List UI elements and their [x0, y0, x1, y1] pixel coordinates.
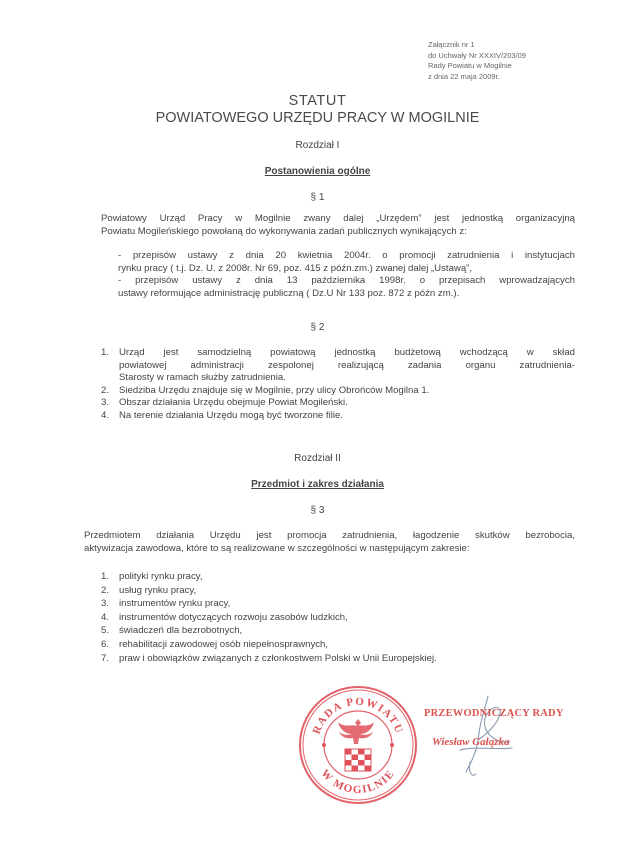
text-line: aktywizacja zawodowa, które to są realizowane w szczególności w następującym zakresie:	[84, 542, 470, 554]
chairman-title: PRZEWODNICZĄCY RADY	[424, 708, 564, 719]
section-mark: § 2	[310, 322, 325, 333]
list-number: 4.	[101, 409, 110, 421]
list-text: świadczeń dla bezrobotnych,	[119, 625, 243, 637]
text-line: ustawy reformujące administrację publiczną ( Dz.U Nr 133 poz. 872 z późn zm.).	[118, 287, 460, 299]
document-subtitle: POWIATOWEGO URZĘDU PRACY W MOGILNIE	[155, 110, 480, 126]
list-number: 1.	[101, 347, 110, 358]
chapter-heading: Rozdział I	[295, 140, 340, 151]
text-line: Starosty w ramach służby zatrudnienia.	[119, 372, 286, 383]
list-text: praw i obowiązków związanych z członkostwem Polski w Unii Europejskiej.	[119, 652, 437, 664]
chairman-name: Wiesław Gałązka	[432, 736, 510, 748]
document-title: STATUT	[288, 93, 347, 109]
list-number: 3.	[101, 598, 110, 610]
list-item	[101, 597, 575, 611]
list-text: usług rynku pracy,	[119, 584, 197, 596]
seal-bottom-text-path: W MOGILNIE	[318, 767, 398, 797]
list-text: instrumentów dotyczących rozwoju zasobów ludzkich,	[119, 611, 348, 623]
list-number: 5.	[101, 625, 110, 637]
list-number: 2.	[101, 584, 110, 596]
list-item	[101, 385, 575, 398]
text-line: - przepisów ustawy z dnia 13 października 1998r. o przepisach wprowadzających	[118, 275, 575, 286]
eagle-emblem-icon	[338, 719, 374, 744]
list-item	[101, 611, 575, 625]
annex-line: Załącznik nr 1	[428, 40, 475, 49]
checkerboard-shield-icon	[345, 749, 371, 771]
list-number: 1.	[101, 571, 110, 582]
annex-line: do Uchwały Nr XXXIV/203/09	[428, 50, 526, 60]
text-line: powiatowej administracji zespolonej realizującą zadania organu zatrudnienia-	[119, 359, 575, 371]
text-line: Na terenie działania Urzędu mogą być tworzone filie.	[119, 409, 343, 421]
paragraph-1-items	[118, 250, 575, 300]
list-item	[101, 584, 575, 598]
list-item	[101, 638, 575, 652]
list-item	[101, 410, 575, 423]
text-line: Powiatu Mogileńskiego powołaną do wykonywania zadań publicznych wynikających z:	[101, 225, 467, 237]
paragraph-3-list	[101, 570, 575, 665]
text-line: Urząd jest samodzielną powiatową jednostką budżetową wchodzącą w skład	[119, 347, 575, 358]
list-text: polityki rynku pracy,	[119, 571, 203, 582]
text-line: - przepisów ustawy z dnia 20 kwietnia 2004r. o promocji zatrudnienia i instytucjach	[118, 250, 575, 261]
list-text: instrumentów rynku pracy,	[119, 598, 231, 610]
list-number: 3.	[101, 397, 110, 408]
seal-top-text-path: RADA POWIATU	[310, 695, 406, 736]
official-seal	[296, 683, 420, 812]
chapter-heading: Rozdział II	[294, 453, 341, 464]
list-number: 6.	[101, 638, 110, 650]
list-item	[101, 570, 575, 584]
annex-line: Rady Powiatu w Mogilnie	[428, 61, 512, 70]
annex-line: z dnia 22 maja 2009r.	[428, 71, 500, 81]
text-line: rynku pracy ( t.j. Dz. U. z 2008r. Nr 69, poz. 415 z późn.zm.) zwanej dalej „Ustawą”,	[118, 262, 473, 274]
text-line: Powiatowy Urząd Pracy w Mogilnie zwany dalej „Urzędem” jest jednostką organizacyjną	[101, 213, 575, 224]
list-number: 4.	[101, 611, 110, 623]
text-line: Obszar działania Urzędu obejmuje Powiat Mogileński.	[119, 397, 348, 408]
list-text: rehabilitacji zawodowej osób niepełnosprawnych,	[119, 638, 329, 650]
list-item	[101, 624, 575, 638]
text-line: Przedmiotem działania Urzędu jest promocja zatrudnienia, łagodzenie skutków bezrobocia,	[84, 530, 575, 541]
seal-bottom-text	[319, 767, 398, 796]
text-line: Siedziba Urzędu znajduje się w Mogilnie, przy ulicy Obrońców Mogilna 1.	[119, 384, 430, 396]
list-number: 7.	[101, 652, 110, 664]
seal-graphic	[296, 683, 420, 807]
chapter-subheading: Przedmiot i zakres działania	[251, 479, 384, 490]
list-item	[101, 652, 575, 666]
list-item	[101, 347, 575, 385]
section-mark: § 3	[310, 505, 325, 516]
paragraph-2-list	[101, 347, 575, 422]
paragraph-3-intro	[84, 530, 575, 555]
section-mark: § 1	[310, 192, 325, 203]
list-number: 2.	[101, 384, 110, 396]
annex-note	[428, 40, 526, 82]
chapter-subheading: Postanowienia ogólne	[264, 166, 371, 177]
paragraph-1-intro	[101, 213, 575, 238]
list-item	[101, 397, 575, 410]
